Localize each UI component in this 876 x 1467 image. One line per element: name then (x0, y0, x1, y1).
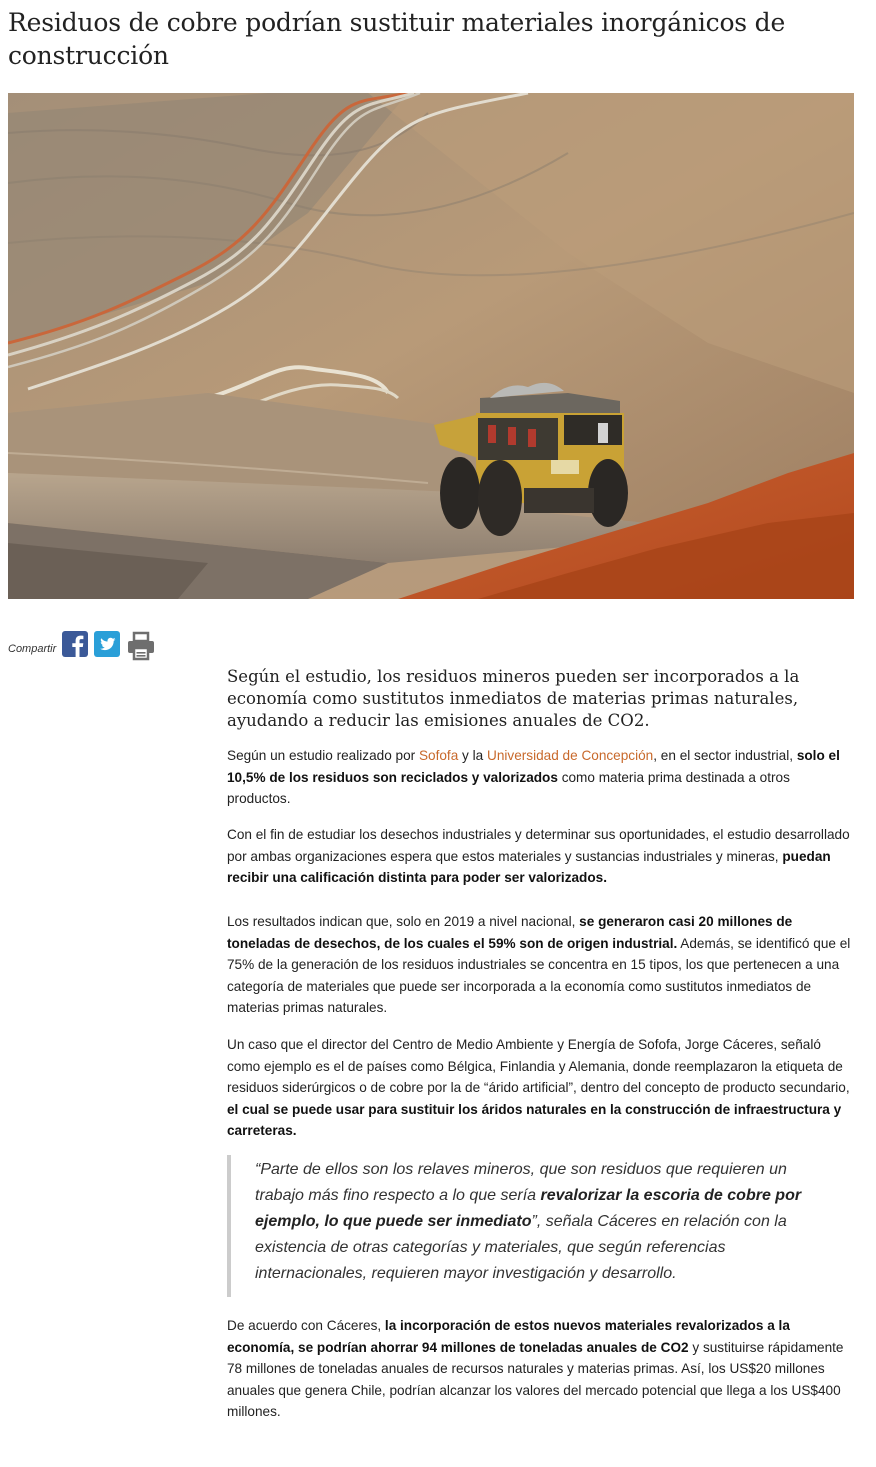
article-lead: Según el estudio, los residuos mineros pueden ser incorporados a la economía como sustitutos inmediatos de materias primas naturales, ayudando a reducir las emisiones anuales de CO2. (227, 667, 800, 730)
pull-quote-text: “Parte de ellos son los relaves mineros, que son residuos que requieren un trabajo más fino respecto a lo que sería revalorizar la escoria de cobre por ejemplo, lo que puede ser inmediato”, señala Cáceres en relación con la existencia de otras categorías y materiales, que según referencias internacionales, requieren mayor investigación y desarrollo. (255, 1161, 802, 1282)
paragraph-2: Con el fin de estudiar los desechos industriales y determinar sus oportunidades, el estudio desarrollado por ambas organizaciones espera que estos materiales y sustancias industriales y mineras, puedan recibir una calificación distinta para poder ser valorizados. (227, 827, 850, 885)
sofofa-link[interactable]: Sofofa (418, 748, 459, 763)
pull-quote (227, 1155, 817, 1297)
hero-image (8, 93, 854, 599)
mine-truck-photo (8, 93, 854, 599)
twitter-icon[interactable] (94, 631, 120, 657)
paragraph-5: De acuerdo con Cáceres, la incorporación de estos nuevos materiales revalorizados a la economía, se podrían ahorrar 94 millones de toneladas anuales de CO2 y sustituirse rápidamente 78 millones de toneladas anuales de recursos naturales y materias primas. Así, los US$20 millones anuales que genera Chile, podrían alcanzar los valores del mercado potencial que llega a los US$400 millones. (227, 1318, 844, 1419)
paragraph-1: Según un estudio realizado por Sofofa y la Universidad de Concepción, en el sector industrial, solo el 10,5% de los residuos son reciclados y valorizados como materia prima destinada a otros productos. (227, 748, 840, 806)
article-title: Residuos de cobre podrían sustituir materiales inorgánicos de construcción (8, 8, 786, 70)
share-bar (8, 628, 162, 660)
facebook-icon[interactable] (62, 631, 88, 657)
share-label: Compartir (8, 643, 57, 655)
print-icon[interactable] (126, 631, 156, 657)
paragraph-3: Los resultados indican que, solo en 2019 a nivel nacional, se generaron casi 20 millones de toneladas de desechos, de los cuales el 59% son de origen industrial. Además, se identificó que el 75% de la generación de los residuos industriales se concentra en 15 tipos, los que pertenecen a una categoría de materiales que puede ser incorporada a la economía como sustitutos inmediatos de materias primas naturales. (227, 914, 851, 1015)
paragraph-4: Un caso que el director del Centro de Medio Ambiente y Energía de Sofofa, Jorge Cáceres, señaló como ejemplo es el de países como Bélgica, Finlandia y Alemania, donde reemplazaron la etiqueta de residuos siderúrgicos o de cobre por la de “árido artificial”, dentro del concepto de producto secundario, el cual se puede usar para sustituir los áridos naturales en la construcción de infraestructura y carreteras. (227, 1037, 850, 1138)
universidad-concepcion-link[interactable]: Universidad de Concepción (487, 748, 654, 763)
